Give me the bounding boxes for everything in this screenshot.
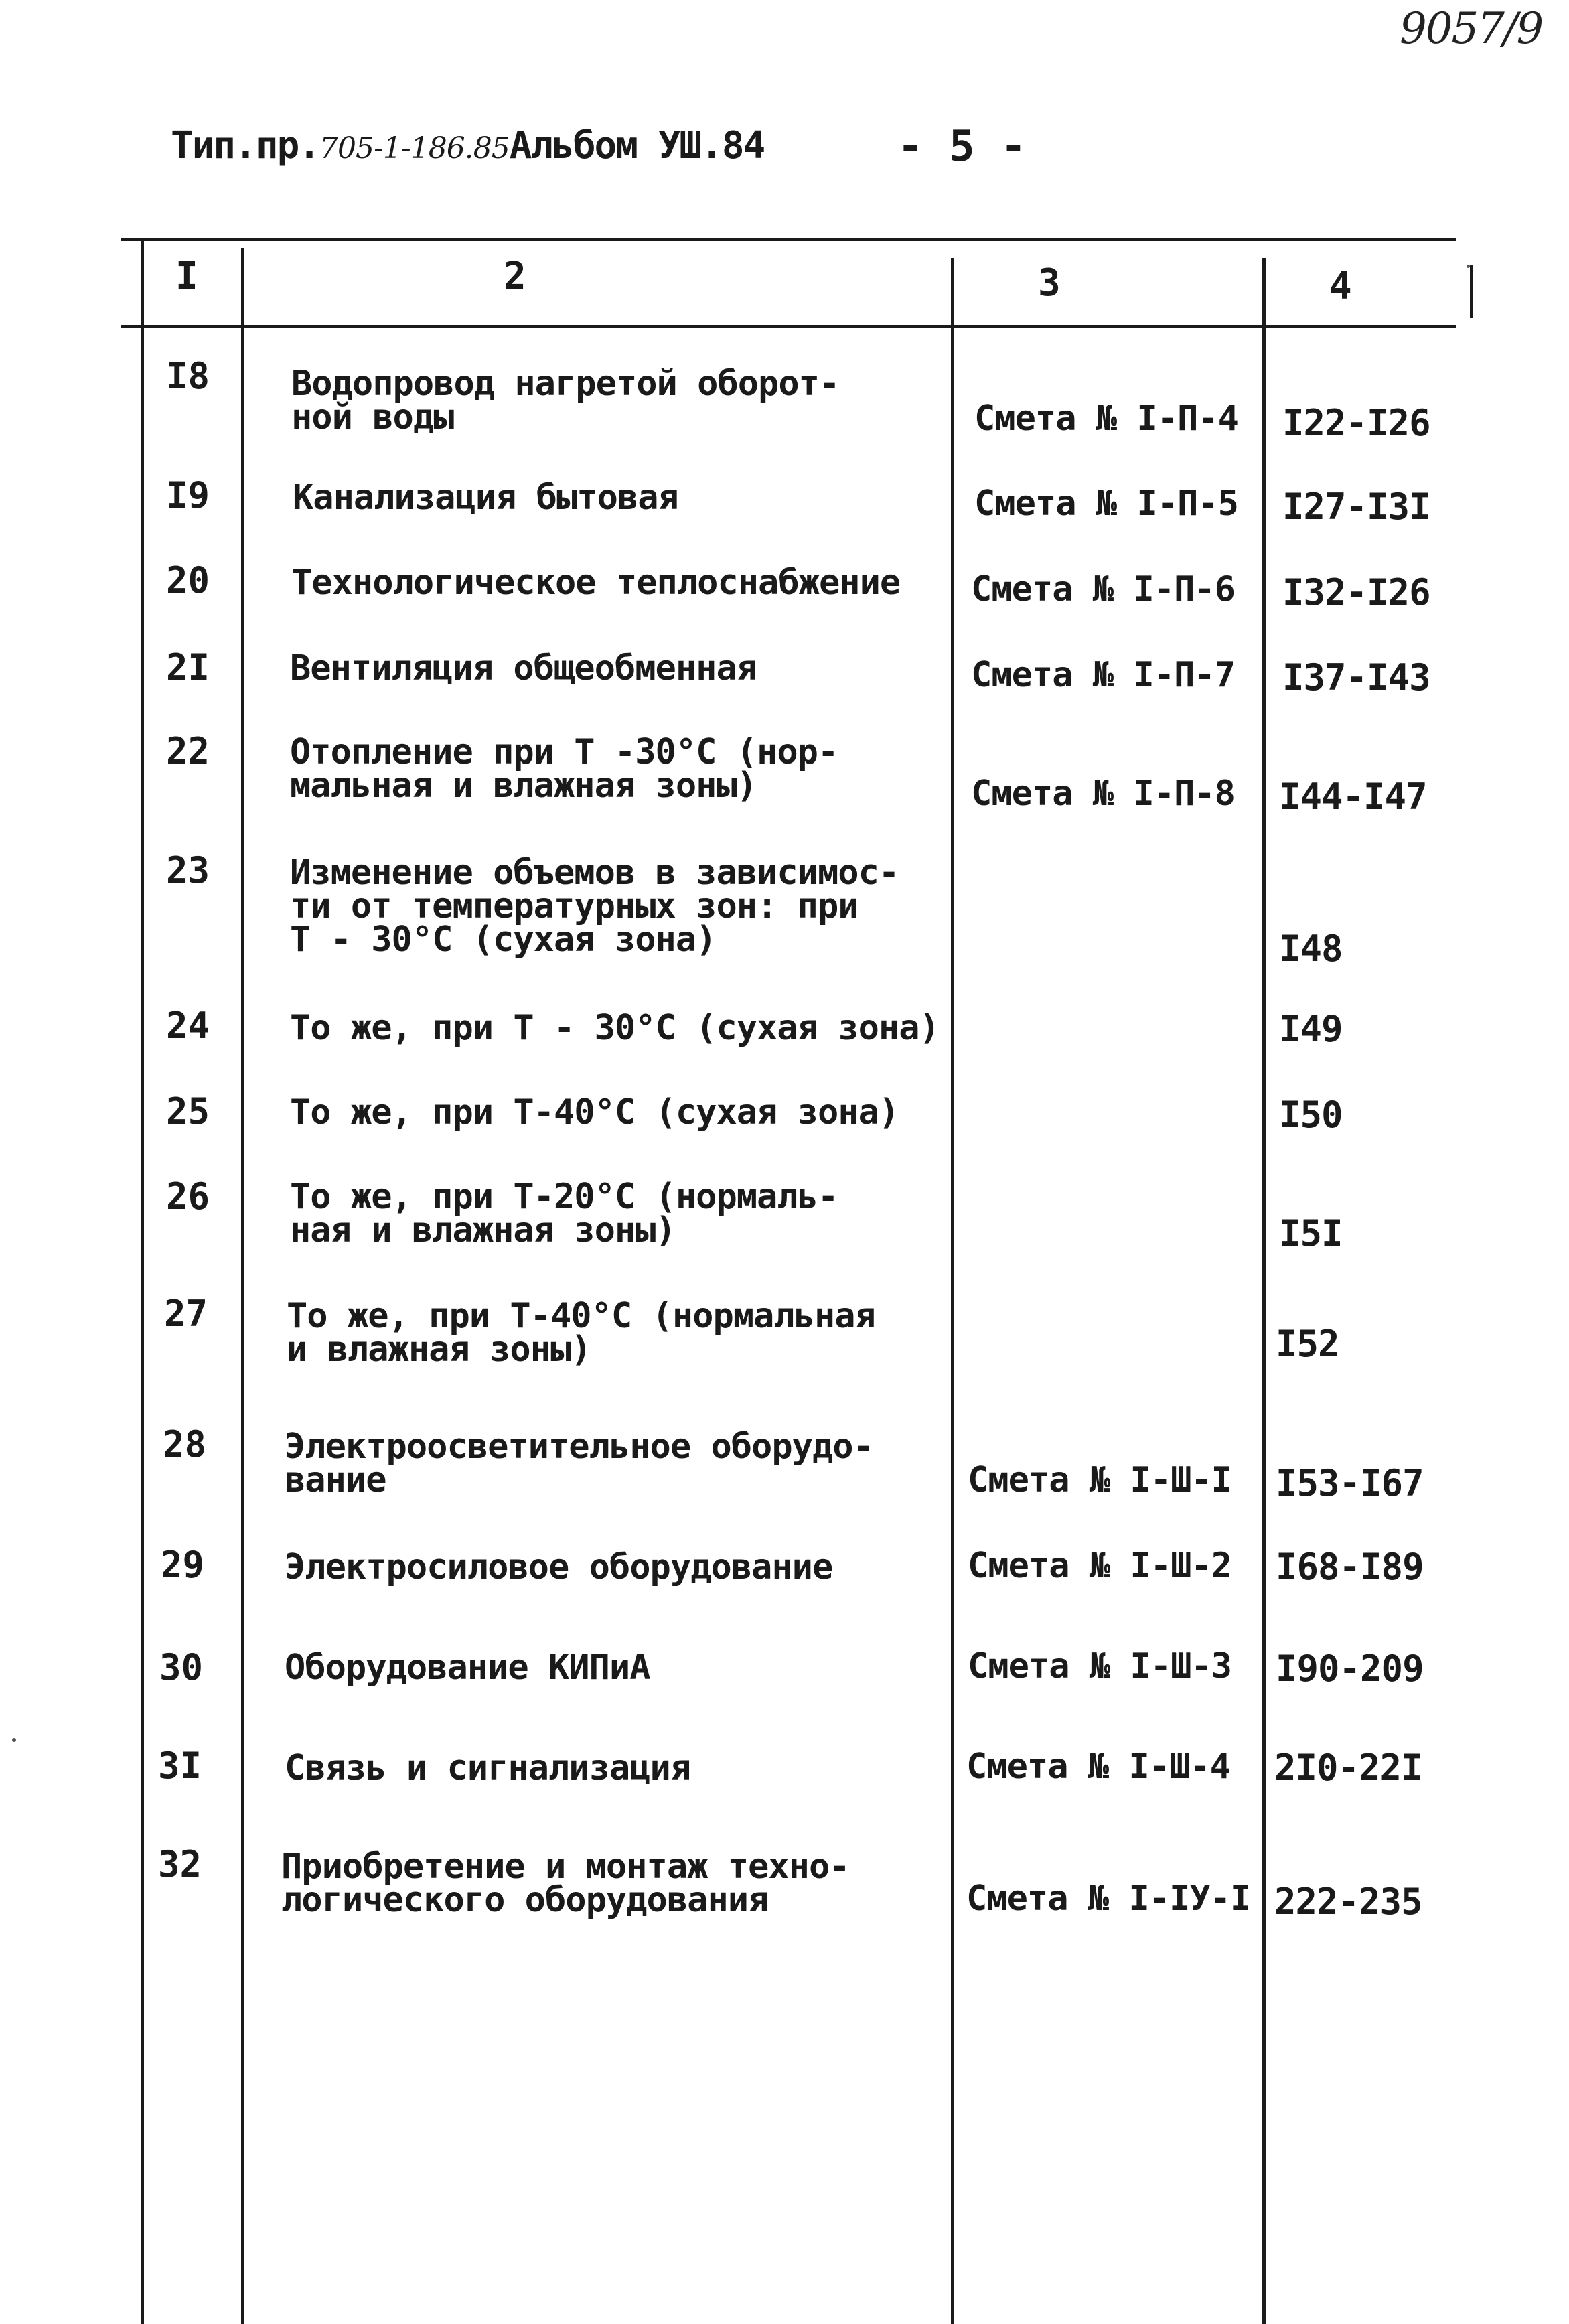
row-number: 2I — [166, 646, 210, 688]
row-description: Канализация бытовая — [293, 478, 678, 518]
header-prefix: Тип.пр. — [171, 124, 320, 167]
column-header-1: I — [175, 255, 198, 298]
row-pages: I27-I3I — [1282, 486, 1430, 528]
row-description: То же, при Т-40°С (нормальная и влажная зоны) — [287, 1296, 875, 1370]
row-estimate: Смета № I-Ш-4 — [966, 1747, 1230, 1787]
column-divider-1 — [141, 241, 144, 2324]
row-number: 3I — [158, 1745, 202, 1787]
column-header-2: 2 — [504, 255, 526, 298]
row-estimate: Смета № I-IУ-I — [966, 1879, 1251, 1919]
row-pages: I53-I67 — [1276, 1462, 1424, 1504]
row-pages: I22-I26 — [1282, 402, 1430, 444]
column-divider-3 — [951, 258, 954, 2324]
scan-speck — [1467, 265, 1470, 268]
row-number: 27 — [164, 1293, 208, 1335]
row-pages: I49 — [1279, 1008, 1343, 1050]
row-number: I9 — [166, 474, 210, 516]
row-estimate: Смета № I-П-7 — [971, 655, 1235, 695]
row-number: 20 — [166, 559, 210, 601]
archive-number: 9057/9 — [1400, 4, 1543, 54]
document-header — [171, 124, 764, 167]
row-description: То же, при Т-20°С (нормаль- ная и влажная зоны) — [290, 1177, 838, 1250]
row-pages: 2I0-22I — [1274, 1747, 1422, 1789]
row-number: 32 — [158, 1843, 202, 1885]
row-estimate: Смета № I-П-8 — [971, 774, 1235, 814]
row-pages: I44-I47 — [1279, 776, 1427, 818]
column-divider-4 — [1262, 258, 1266, 2324]
row-number: 25 — [166, 1090, 210, 1133]
row-pages: I5I — [1279, 1212, 1343, 1254]
row-description: Приобретение и монтаж техно- логического оборудования — [281, 1846, 850, 1920]
table-header-rule — [121, 325, 1456, 328]
row-description: Оборудование КИПиА — [285, 1648, 650, 1688]
row-pages: I37-I43 — [1282, 656, 1430, 699]
row-description: Технологическое теплоснабжение — [291, 563, 901, 603]
page-number: - 5 - — [897, 122, 1027, 171]
column-header-3: 3 — [1038, 261, 1061, 305]
row-number: 26 — [166, 1175, 210, 1218]
row-description: То же, при Т - 30°С (сухая зона) — [290, 1008, 940, 1048]
row-pages: I48 — [1279, 928, 1343, 970]
row-number: 29 — [161, 1544, 205, 1586]
row-number: 22 — [166, 730, 210, 772]
row-description: Изменение объемов в зависимос- ти от температурных зон: при Т - 30°С (сухая зона) — [290, 853, 899, 960]
row-estimate: Смета № I-П-4 — [974, 398, 1238, 439]
row-pages: I50 — [1279, 1094, 1343, 1136]
row-estimate: Смета № I-Ш-3 — [968, 1646, 1231, 1686]
row-estimate: Смета № I-Ш-I — [968, 1460, 1231, 1500]
row-number: 23 — [166, 849, 210, 891]
column-divider-2 — [241, 248, 244, 2324]
row-pages: I32-I26 — [1282, 571, 1430, 613]
row-pages: I68-I89 — [1276, 1546, 1424, 1588]
row-estimate: Смета № I-Ш-2 — [968, 1546, 1231, 1586]
handwritten-code: 705-1-186.85 — [319, 131, 510, 165]
scan-speck — [12, 1738, 16, 1742]
row-description: Связь и сигнализация — [285, 1748, 691, 1788]
table-top-rule — [121, 238, 1456, 241]
column-header-4: 4 — [1329, 265, 1352, 308]
row-pages: I90-209 — [1276, 1648, 1424, 1690]
row-description: Вентиляция общеобменная — [290, 648, 757, 688]
row-description: Электросиловое оборудование — [285, 1547, 833, 1587]
row-number: 24 — [166, 1005, 210, 1047]
row-number: 28 — [163, 1423, 207, 1465]
row-number: 30 — [159, 1646, 204, 1688]
row-pages: I52 — [1276, 1323, 1339, 1365]
row-estimate: Смета № I-П-6 — [971, 569, 1235, 609]
album-label: Альбом УШ.84 — [509, 124, 765, 167]
table-right-edge — [1470, 265, 1473, 318]
row-number: I8 — [166, 355, 210, 397]
row-description: Отопление при Т -30°С (нор- мальная и влажная зоны) — [290, 732, 838, 806]
row-pages: 222-235 — [1274, 1881, 1422, 1923]
row-description: То же, при Т-40°С (сухая зона) — [290, 1092, 899, 1133]
row-description: Электроосветительное оборудо- вание — [285, 1427, 873, 1500]
row-estimate: Смета № I-П-5 — [974, 484, 1238, 524]
row-description: Водопровод нагретой оборот- ной воды — [291, 364, 840, 437]
